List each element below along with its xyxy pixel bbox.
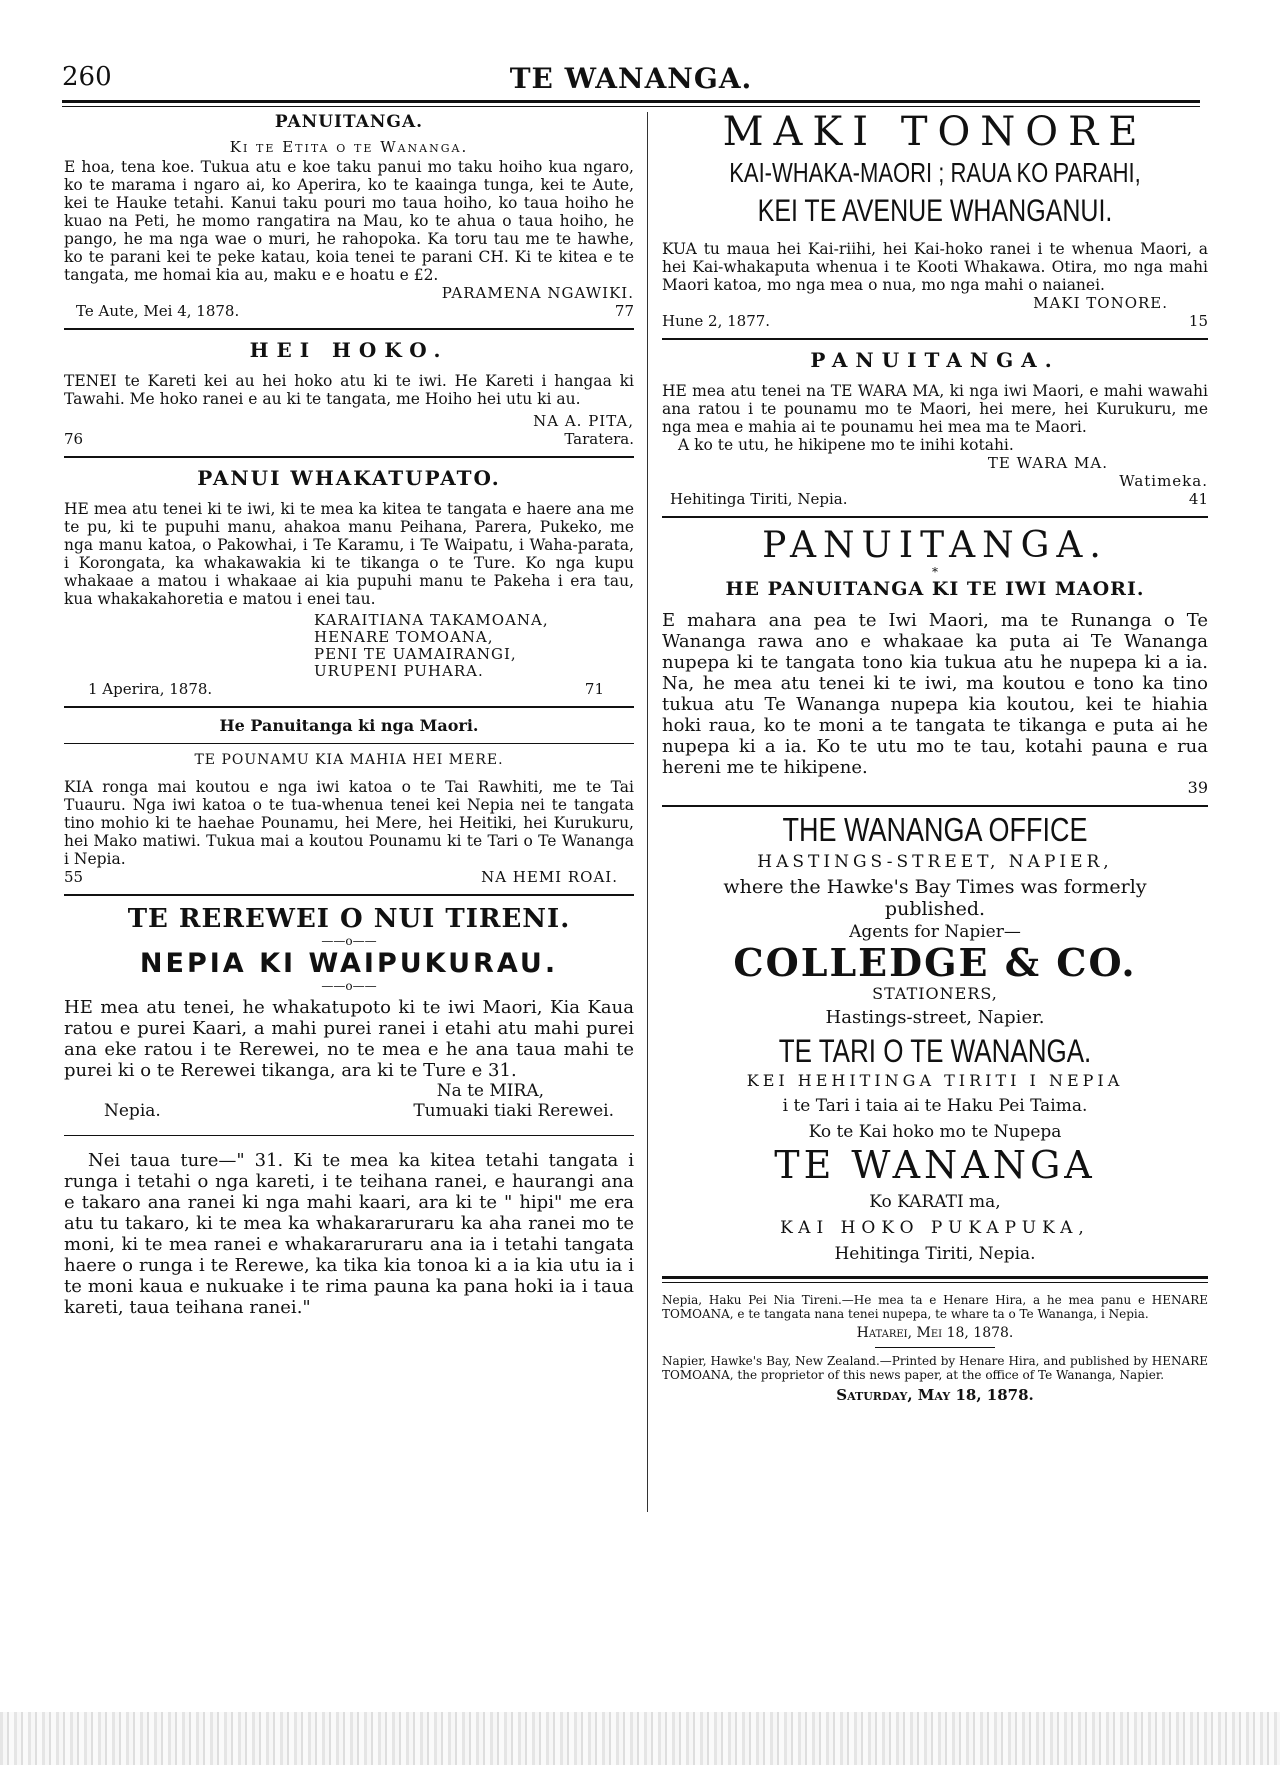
- notice-body: KIA ronga mai koutou e nga iwi katoa o te Tai Rawhiti, me te Tai Tuauru. Nga iwi katoa o te tua-whenua tenei kei Nepia nei te tangata tino mohio ki te haehae Pounamu, hei Mere, hei Heitiki, hei Kurukuru, hei Mako matiwi. Tukua mai a koutou Pounamu ki te Tari o Te Wananga i Nepia.: [64, 778, 634, 868]
- divider: [662, 516, 1208, 518]
- notice-place: Hehitinga Tiriti, Nepia.: [670, 490, 848, 508]
- notice-body: E hoa, tena koe. Tukua atu e koe taku panui mo taku hoiho kua ngaro, ko te marama i ngaro ai, ko Aperira, ko te kaainga tunga, kei te Aute, kei te Hauke tetahi. Kanui taku pouri mo taua hoiho, ko taua hoiho he kuao na Peti, he momo rangatira na Mau, ko te ahua o taua hoiho, he pango, he ma nga wae o muri, he rahopoka. Ka toru tau me te hawhe, ko te parani kei te peke katau, koia tenei te parani CH. Ki te kitea e te tangata, me homai kia au, maku e e hoatu e £2.: [64, 158, 634, 284]
- notice-number: 77: [614, 302, 634, 320]
- column-divider: [647, 112, 648, 1512]
- notice-number: 55: [64, 868, 84, 886]
- notice-subtitle: HE PANUITANGA KI TE IWI MAORI.: [725, 578, 1145, 600]
- notice-panui-whakatupato: [64, 466, 634, 698]
- office-stationers: STATIONERS,: [872, 984, 998, 1003]
- notice-title: PANUITANGA.: [762, 525, 1108, 566]
- notice-body: HE mea atu tenei, he whakatupoto ki te iwi Maori, Kia Kaua ratou e purei Kaari, a mahi purei ranei i etahi atu mahi purei ana eke ratou i te Rerewei, no te mea e he ana taua mahi te purei ki o te Rerewei tikanga, ara ki te Ture e 31.: [64, 997, 634, 1081]
- notice-body: HE mea atu tenei na TE WARA MA, ki nga iwi Maori, e mahi wawahi ana ratou i te pounamu mo te Maori, hei mere, hei Kurukuru, me nga mea e mahia ai te pounamu hei mea ma te Maori.: [662, 382, 1208, 436]
- notice-body: TENEI te Kareti kei au hei hoko atu ki te iwi. He Kareti i hangaa ki Tawahi. Me hoko ranei e au ki te tangata, me Hoiho hei utu ki au.: [64, 372, 634, 408]
- notice-signature: NA HEMI ROAI.: [481, 868, 618, 886]
- footer-rule: [662, 1276, 1208, 1283]
- office-kai-hoko: KAI HOKO PUKAPUKA,: [780, 1218, 1090, 1238]
- notice-body: A ko te utu, he hikipene mo te inihi kotahi.: [678, 436, 1014, 454]
- notice-number: 41: [1188, 490, 1208, 508]
- office-hehitinga: Hehitinga Tiriti, Nepia.: [834, 1244, 1036, 1264]
- advert-date: Hune 2, 1877.: [662, 312, 771, 330]
- advert-maki-tonore: [662, 109, 1208, 330]
- ornament: *: [932, 565, 938, 579]
- right-column: [662, 109, 1208, 1404]
- notice-title: He Panuitanga ki nga Maori.: [219, 716, 479, 735]
- notice-subtitle: TE POUNAMU KIA MAHIA HEI MERE.: [194, 752, 504, 768]
- advert-line: KAI-WHAKA-MAORI ; RAUA KO PARAHI,: [729, 156, 1141, 188]
- masthead-title: TE WANANGA.: [509, 62, 753, 95]
- notice-number: 39: [1187, 778, 1208, 797]
- notice-number: 76: [64, 430, 84, 448]
- office-firm: COLLEDGE & CO.: [733, 940, 1137, 985]
- scan-edge: [0, 1712, 1280, 1765]
- notice-signature: PARAMENA NGAWIKI.: [441, 284, 634, 302]
- notice-title: PANUI WHAKATUPATO.: [197, 466, 501, 490]
- notice-number: 71: [584, 680, 604, 698]
- notice-signature-place: Watimeka.: [1119, 472, 1208, 490]
- notice-signature-place: Taratera.: [564, 430, 634, 448]
- rule-quote: Nei taua ture—" 31. Ki te mea ka kitea tetahi tangata i runga i tetahi o nga kareti, i te teihana ranei, e haurangi ana e takaro ana ranei ki nga mahi kaari, ara ki te " hipi" me era atu tu takaro, ki te mea ka whakararuraru ka aha ranei mo te moni, ki te mea ranei e whakararuraru ana ia i tetahi tangata haere o runga i te Rerewe, ka tika kia tonoa ki a ia kia utu ia i te moni kaua e nukuake i te rima pauna ka pana hoki ia i taua kareti, taua teihana ranei.": [64, 1150, 634, 1318]
- divider: [64, 743, 634, 744]
- signatories: [64, 612, 634, 680]
- office-agents: Agents for Napier—: [849, 922, 1021, 942]
- notice-title: PANUITANGA.: [810, 348, 1060, 372]
- office-kei: KEI HEHITINGA TIRITI I NEPIA: [746, 1071, 1124, 1090]
- divider: [64, 706, 634, 708]
- signatory: HENARE TOMOANA,: [314, 628, 494, 646]
- notice-signature: Na te MIRA,: [436, 1081, 544, 1101]
- imprint-date-english: Saturday, May 18, 1878.: [836, 1386, 1034, 1404]
- divider: [662, 338, 1208, 340]
- imprint-english: Napier, Hawke's Bay, New Zealand.—Printed by Henare Hira, and published by HENARE TOMOANA, the proprietor of this news paper, at the office of Te Wananga, Napier.: [662, 1354, 1208, 1382]
- notice-rerewei: [64, 904, 634, 1318]
- office-karati: Ko KARATI ma,: [869, 1192, 1001, 1212]
- notice-date: 1 Aperira, 1878.: [88, 680, 213, 698]
- notice-panuitanga-wananga: [662, 526, 1208, 797]
- advert-line: KEI TE AVENUE WHANGANUI.: [757, 193, 1113, 229]
- office-street2: Hastings-street, Napier.: [825, 1007, 1045, 1028]
- ornament: ——o——: [321, 934, 377, 948]
- signatory: KARAITIANA TAKAMOANA,: [314, 611, 549, 629]
- divider: [64, 1135, 634, 1136]
- signatory: PENI TE UAMAIRANGI,: [314, 645, 517, 663]
- divider: [875, 1347, 995, 1348]
- header-rule: [62, 100, 1200, 107]
- notice-title: PANUITANGA.: [274, 112, 424, 132]
- office-line: Ko te Kai hoko mo te Nupepa: [808, 1122, 1062, 1142]
- imprint: [662, 1293, 1208, 1404]
- notice-place-date: Te Aute, Mei 4, 1878.: [76, 302, 240, 320]
- notice-signature-title: Tumuaki tiaki Rerewei.: [413, 1101, 614, 1121]
- notice-panuitanga-horse: [64, 112, 634, 320]
- page-number: 260: [62, 62, 112, 92]
- imprint-maori: Nepia, Haku Pei Nia Tireni.—He mea ta e Henare Hira, a he mea panu e HENARE TOMOANA, e te tangata nana tenei nupepa, te whare ta o Te Wananga, i Nepia.: [662, 1293, 1208, 1321]
- imprint-date-maori: Hatarei, Mei 18, 1878.: [856, 1325, 1014, 1341]
- notice-place: Nepia.: [104, 1101, 161, 1121]
- advert-signature: MAKI TONORE.: [1033, 294, 1168, 312]
- divider: [64, 894, 634, 896]
- advert-number: 15: [1188, 312, 1208, 330]
- notice-subtitle: Ki te Etita o te Wananga.: [229, 138, 469, 156]
- office-title: THE WANANGA OFFICE: [782, 811, 1088, 849]
- notice-panuitanga-pounamu: [662, 348, 1208, 508]
- left-column: [64, 112, 634, 1318]
- notice-signature: TE WARA MA.: [987, 454, 1108, 472]
- advert-wananga-office: [662, 811, 1208, 1264]
- notice-hei-hoko: [64, 338, 634, 448]
- notice-pounamu: [64, 716, 634, 886]
- divider: [64, 456, 634, 458]
- page-header: [62, 58, 1200, 98]
- divider: [662, 805, 1208, 807]
- notice-title: HEI HOKO.: [249, 338, 449, 362]
- office-tari: TE TARI O TE WANANGA.: [778, 1032, 1092, 1070]
- office-wananga: TE WANANGA: [774, 1143, 1096, 1187]
- advert-body: KUA tu maua hei Kai-riihi, hei Kai-hoko ranei i te whenua Maori, a hei Kai-whakaputa whenua i te Kooti Whakawa. Otira, mo nga mahi Maori katoa, mo nga mea o nua, mo nga mahi o naianei.: [662, 240, 1208, 294]
- notice-body: E mahara ana pea te Iwi Maori, ma te Runanga o Te Wananga rawa ano e whakaae ka puta ai Te Wananga nupepa ki te tangata tono kia tukua atu he nupepa ki a ia. Na, he mea atu tenei ki te iwi, ma koutou e tono ka tino tukua atu Te Wananga nupepa kia koutou, kei te hiahia hoki raua, ko te moni a te tangata te tikanga e puta ai he nupepa ki a ia. Ko te utu mo te tau, kotahi pauna e rua hereni me te hikipene.: [662, 610, 1208, 778]
- office-line: published.: [884, 898, 986, 920]
- divider: [64, 328, 634, 330]
- signatory: URUPENI PUHARA.: [314, 662, 484, 680]
- notice-title: TE REREWEI O NUI TIRENI.: [127, 904, 571, 934]
- notice-body: HE mea atu tenei ki te iwi, ki te mea ka kitea te tangata e haere ana me te pu, ki te pupuhi manu, ahakoa manu Peihana, Parera, Pukeko, me nga manu katoa, o Pakowhai, i Te Karamu, i Te Waipatu, i Waha-parata, i Korongata, ka whakawakia ki te tikanga o te Ture. Ko nga kupu whakaae a matou i whakaae ai kia pupuhi manu te Pakeha i era tau, kua whakakahoretia e matou i enei tau.: [64, 500, 634, 608]
- office-street: HASTINGS-STREET, NAPIER,: [757, 852, 1113, 872]
- office-line: where the Hawke's Bay Times was formerly: [723, 876, 1147, 898]
- ornament: ——o——: [321, 979, 377, 993]
- advert-title: MAKI TONORE: [722, 109, 1148, 155]
- notice-signature: NA A. PITA,: [533, 412, 634, 430]
- notice-subtitle: NEPIA KI WAIPUKURAU.: [139, 948, 559, 979]
- office-line: i te Tari i taia ai te Haku Pei Taima.: [782, 1096, 1088, 1116]
